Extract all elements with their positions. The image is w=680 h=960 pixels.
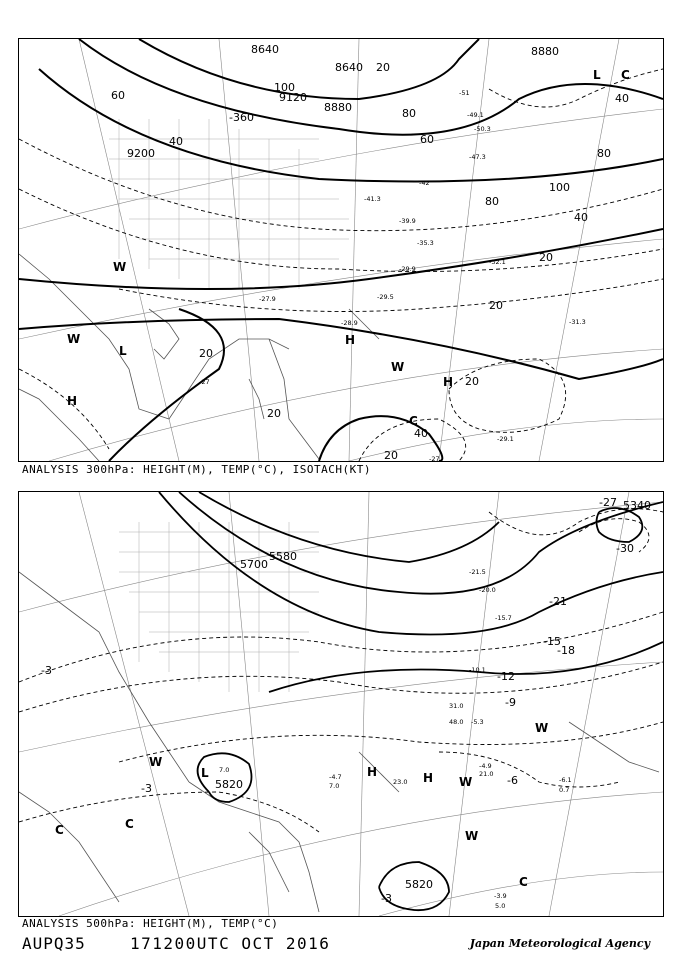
height-label: 8640 xyxy=(335,61,363,74)
isotach-label: 20 xyxy=(199,347,213,360)
isotach-label: 20 xyxy=(376,61,390,74)
temp-label: -3 xyxy=(41,664,52,677)
temp-label: -27 xyxy=(199,378,210,386)
warm-symbol: W xyxy=(391,360,405,374)
isotach-label: 80 xyxy=(402,107,416,120)
temp-label: -21 xyxy=(549,595,567,608)
temp-label: -360 xyxy=(229,111,254,124)
temp-label: -41.3 xyxy=(364,195,381,203)
grid-hatching xyxy=(119,522,319,692)
warm-symbol: W xyxy=(149,755,163,769)
temp-label: -42 xyxy=(419,179,430,187)
height-label: 5580 xyxy=(269,550,297,563)
temp-label: -35.3 xyxy=(417,239,434,247)
map-500hpa-svg xyxy=(19,492,663,916)
isotach-label: 80 xyxy=(485,195,499,208)
temp-label: -12 xyxy=(497,670,515,683)
temp-label: -9 xyxy=(505,696,516,709)
isotach-label: 60 xyxy=(420,133,434,146)
isotach-label: 20 xyxy=(489,299,503,312)
obs-value: 7.0 xyxy=(329,782,340,790)
isotach-label: 80 xyxy=(597,147,611,160)
isotach-label: 20 xyxy=(384,449,398,461)
height-label: 5820 xyxy=(405,878,433,891)
high-pressure-symbol: H xyxy=(345,333,356,347)
valid-time: 171200UTC OCT 2016 xyxy=(130,934,331,953)
temp-label: -29.9 xyxy=(399,265,416,273)
temp-label: -29.1 xyxy=(497,435,514,443)
temp-label: -15.7 xyxy=(495,614,512,622)
temp-label: -21.5 xyxy=(469,568,486,576)
warm-symbol: W xyxy=(465,829,479,843)
height-label: 8880 xyxy=(324,101,352,114)
temp-label: -28.9 xyxy=(341,319,358,327)
analysis-300hpa-map xyxy=(18,38,664,462)
obs-value: 5.0 xyxy=(495,902,506,910)
temp-label: -27 xyxy=(429,455,440,461)
agency-name: Japan Meteorological Agency xyxy=(469,937,650,950)
isotach-label: 20 xyxy=(539,251,553,264)
temp-label: -51 xyxy=(459,89,470,97)
temp-label: -31.3 xyxy=(569,318,586,326)
obs-value: 31.0 xyxy=(449,702,464,710)
height-label: 8640 xyxy=(251,43,279,56)
height-label: 5820 xyxy=(215,778,243,791)
obs-value: 21.0 xyxy=(479,770,494,778)
obs-value: 7.0 xyxy=(219,766,230,774)
obs-value: 48.0 xyxy=(449,718,464,726)
temp-label: -30 xyxy=(616,542,634,555)
height-label: 8880 xyxy=(531,45,559,58)
low-pressure-symbol: L xyxy=(119,344,127,358)
warm-symbol: W xyxy=(535,721,549,735)
temp-label: -49.1 xyxy=(467,111,484,119)
cold-symbol: C xyxy=(519,875,528,889)
low-pressure-symbol: L xyxy=(593,68,601,82)
warm-symbol: W xyxy=(67,332,81,346)
isotach-label: 40 xyxy=(574,211,588,224)
height-label: 5340 xyxy=(623,499,651,512)
height-label: 9200 xyxy=(127,147,155,160)
cold-symbol: C xyxy=(125,817,134,831)
temp-label: -4.9 xyxy=(479,762,492,770)
temp-label: -39.9 xyxy=(399,217,416,225)
cold-symbol: C xyxy=(621,68,630,82)
obs-value: 23.0 xyxy=(393,778,408,786)
high-pressure-symbol: H xyxy=(443,375,454,389)
obs-value: 0.7 xyxy=(559,786,570,794)
temp-label: -4.7 xyxy=(329,773,342,781)
temp-label: -27 xyxy=(599,496,617,509)
high-pressure-symbol: H xyxy=(67,394,78,408)
isotach-label: 100 xyxy=(274,81,295,94)
temp-label: -15 xyxy=(543,635,561,648)
temp-label: -27.9 xyxy=(259,295,276,303)
panel-caption-300hpa: ANALYSIS 300hPa: HEIGHT(M), TEMP(°C), ISOTACH(KT) xyxy=(22,463,372,476)
temp-label: -5.3 xyxy=(471,718,484,726)
temp-label: -10.1 xyxy=(469,666,486,674)
isotach-label: 20 xyxy=(465,375,479,388)
analysis-500hpa-map xyxy=(18,491,664,917)
warm-symbol: W xyxy=(113,260,127,274)
warm-symbol: W xyxy=(459,775,473,789)
height-contours xyxy=(159,492,663,910)
isotach-label: 40 xyxy=(615,92,629,105)
height-label: 9120 xyxy=(279,91,307,104)
height-label: 5700 xyxy=(240,558,268,571)
temp-label: -18 xyxy=(557,644,575,657)
map-300hpa-svg xyxy=(19,39,663,461)
temp-label: -3 xyxy=(381,892,392,905)
temp-label: -3 xyxy=(141,782,152,795)
panel-caption-500hpa: ANALYSIS 500hPa: HEIGHT(M), TEMP(°C) xyxy=(22,917,279,930)
high-pressure-symbol: H xyxy=(423,771,434,785)
cold-symbol: C xyxy=(409,414,418,428)
temp-label: -29.5 xyxy=(377,293,394,301)
isotach-label: 40 xyxy=(169,135,183,148)
isotach-label: 100 xyxy=(549,181,570,194)
low-pressure-symbol: L xyxy=(201,766,209,780)
temp-label: -47.3 xyxy=(469,153,486,161)
temp-label: -32.1 xyxy=(489,258,506,266)
temp-label: -6.1 xyxy=(559,776,572,784)
chart-id: AUPQ35 xyxy=(22,934,86,953)
temp-label: -3.9 xyxy=(494,892,507,900)
isotach-label: 40 xyxy=(414,427,428,440)
graticule xyxy=(19,492,663,916)
temp-label: -6 xyxy=(507,774,518,787)
isotach-label: 60 xyxy=(111,89,125,102)
cold-symbol: C xyxy=(55,823,64,837)
isotach-label: 20 xyxy=(267,407,281,420)
temp-label: -20.0 xyxy=(479,586,496,594)
temp-label: -50.3 xyxy=(474,125,491,133)
high-pressure-symbol: H xyxy=(367,765,378,779)
